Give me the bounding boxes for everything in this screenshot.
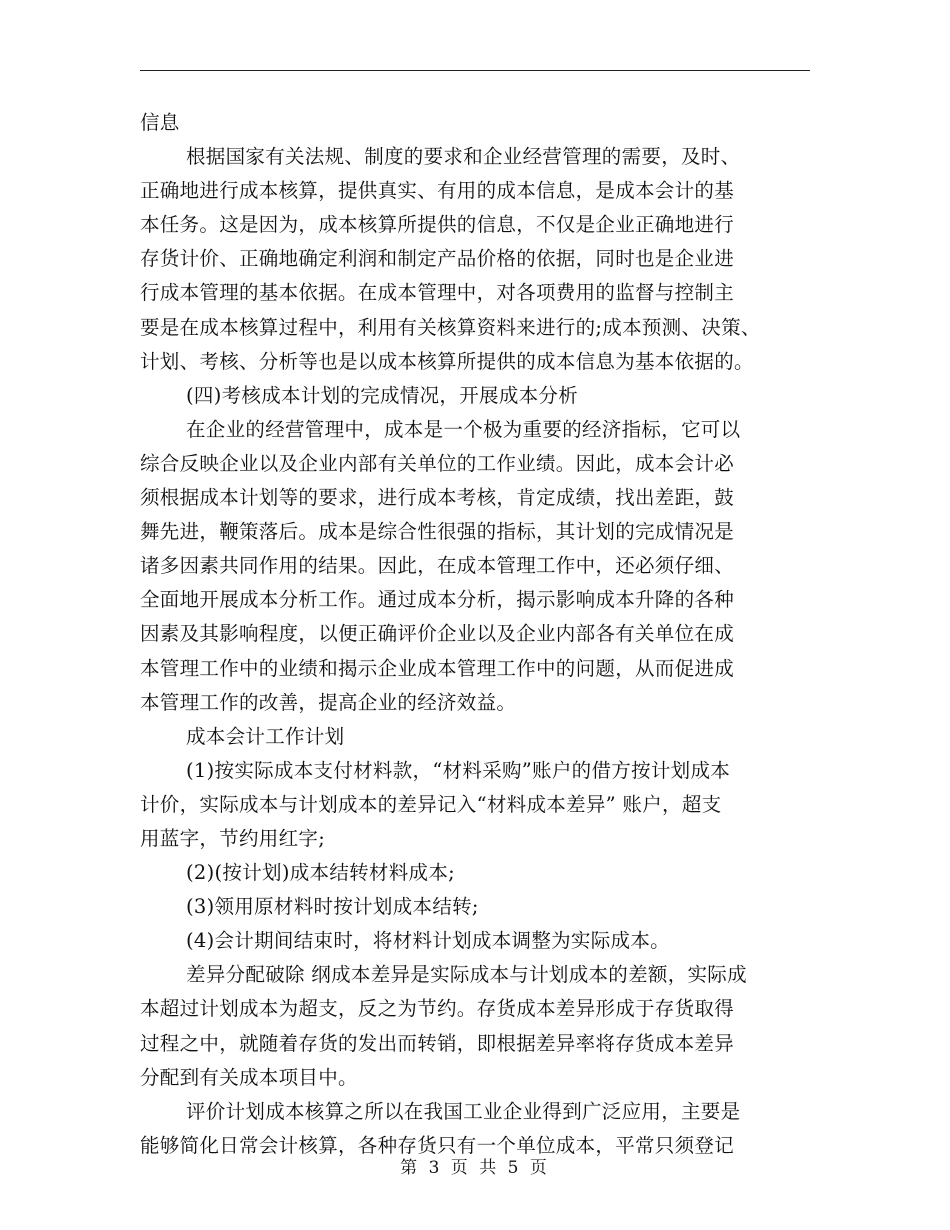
text-line: 舞先进，鞭策落后。成本是综合性很强的指标，其计划的完成情况是 <box>140 520 735 544</box>
list-item: (2)(按计划)成本结转材料成本; <box>186 861 456 885</box>
text-line: 本管理工作中的业绩和揭示企业成本管理工作中的问题，从而促进成 <box>140 656 735 680</box>
text-line: 存货计价、正确地确定利润和制定产品价格的依据，同时也是企业进 <box>140 247 735 271</box>
text-line: 本超过计划成本为超支，反之为节约。存货成本差异形成于存货取得 <box>140 997 735 1021</box>
text-line: 分配到有关成本项目中。 <box>140 1065 358 1089</box>
page-footer: 第 3 页 共 5 页 <box>400 1158 550 1178</box>
text-line: 正确地进行成本核算，提供真实、有用的成本信息，是成本会计的基 <box>140 179 735 203</box>
text-line: 计价，实际成本与计划成本的差异记入“材料成本差异” 账户，超支 <box>140 792 722 816</box>
text-line: 能够简化日常会计核算，各种存货只有一个单位成本，平常只须登记 <box>140 1133 735 1157</box>
text-line: 在企业的经营管理中，成本是一个极为重要的经济指标，它可以 <box>186 417 741 441</box>
text-line: 须根据成本计划等的要求，进行成本考核，肯定成绩，找出差距，鼓 <box>140 486 735 510</box>
text-line: 根据国家有关法规、制度的要求和企业经营管理的需要，及时、 <box>186 145 741 169</box>
text-line: 因素及其影响程度，以便正确评价企业以及企业内部各有关单位在成 <box>140 622 735 646</box>
body-text <box>140 106 810 1163</box>
header-rule <box>140 70 810 71</box>
text-line: 计划、考核、分析等也是以成本核算所提供的成本信息为基本依据的。 <box>140 349 754 373</box>
text-line: 本管理工作的改善，提高企业的经济效益。 <box>140 690 517 714</box>
text-line: 要是在成本核算过程中，利用有关核算资料来进行的;成本预测、决策、 <box>140 315 761 339</box>
text-line: 差异分配破除 纲成本差异是实际成本与计划成本的差额，实际成 <box>186 963 747 987</box>
text-line: 用蓝字，节约用红字; <box>140 826 326 850</box>
section-heading: 成本会计工作计划 <box>186 724 345 748</box>
text-line: 评价计划成本核算之所以在我国工业企业得到广泛应用，主要是 <box>186 1099 741 1123</box>
text-line: 综合反映企业以及企业内部有关单位的工作业绩。因此，成本会计必 <box>140 451 735 475</box>
text-line: 诸多因素共同作用的结果。因此，在成本管理工作中，还必须仔细、 <box>140 554 735 578</box>
text-line: 本任务。这是因为，成本核算所提供的信息，不仅是企业正确地进行 <box>140 213 735 237</box>
list-item: (1)按实际成本支付材料款，“材料采购”账户的借方按计划成本 <box>186 758 731 782</box>
text-line: 过程之中，就随着存货的发出而转销，即根据差异率将存货成本差异 <box>140 1031 735 1055</box>
list-item: (3)领用原材料时按计划成本结转; <box>186 895 479 919</box>
text-line: 行成本管理的基本依据。在成本管理中，对各项费用的监督与控制主 <box>140 281 735 305</box>
text-line: 全面地开展成本分析工作。通过成本分析，揭示影响成本升降的各种 <box>140 588 735 612</box>
list-item: (4)会计期间结束时，将材料计划成本调整为实际成本。 <box>186 929 670 953</box>
section-heading: (四)考核成本计划的完成情况，开展成本分析 <box>186 383 579 407</box>
text-line: 信息 <box>140 111 180 134</box>
